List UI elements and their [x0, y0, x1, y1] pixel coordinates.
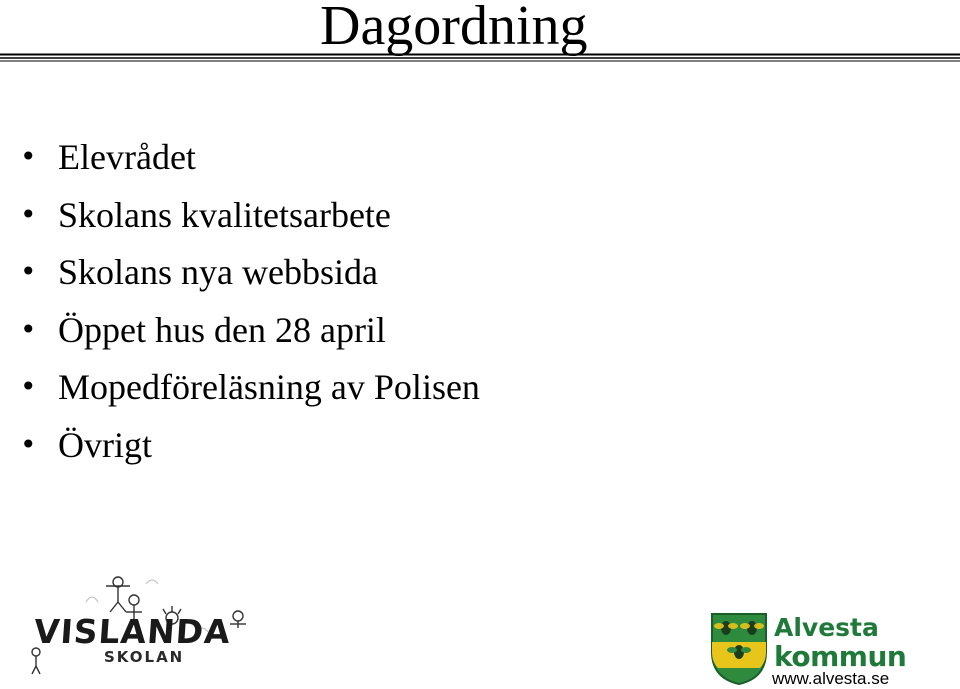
agenda-item [20, 362, 480, 420]
agenda-item-text: Öppet hus den 28 april [58, 309, 386, 350]
alvesta-kommun-logo [708, 610, 960, 689]
alvesta-wordmark: Alvesta [774, 613, 879, 642]
slide-title: Dagordning [320, 0, 588, 57]
agenda-item-text: Skolans nya webbsida [58, 252, 378, 292]
agenda-item-text: Övrigt [58, 424, 152, 465]
bullet-icon: • [20, 140, 37, 173]
kommun-wordmark: kommun [774, 640, 907, 673]
agenda-item [20, 190, 480, 248]
agenda-item-text: Skolans kvalitetsarbete [58, 194, 391, 235]
agenda-item [20, 132, 480, 190]
bullet-icon: • [20, 255, 37, 288]
agenda-item [20, 305, 480, 363]
bullet-icon: • [20, 312, 37, 346]
title-underline [0, 53, 960, 63]
coat-of-arms-icon [710, 612, 768, 686]
vislanda-skolan-logo [26, 572, 258, 678]
alvesta-website-link[interactable]: www.alvesta.se [772, 669, 890, 688]
agenda-item [20, 247, 480, 305]
agenda-item [20, 420, 480, 478]
vislanda-wordmark: VISLANDA [32, 612, 233, 651]
skolan-wordmark: SKOLAN [104, 648, 185, 666]
bullet-icon: • [20, 370, 37, 403]
agenda-item-text: Elevrådet [58, 137, 196, 177]
bullet-icon: • [20, 427, 37, 461]
agenda-item-text: Mopedföreläsning av Polisen [58, 367, 480, 407]
bullet-icon: • [20, 197, 37, 231]
agenda-list [20, 132, 480, 477]
